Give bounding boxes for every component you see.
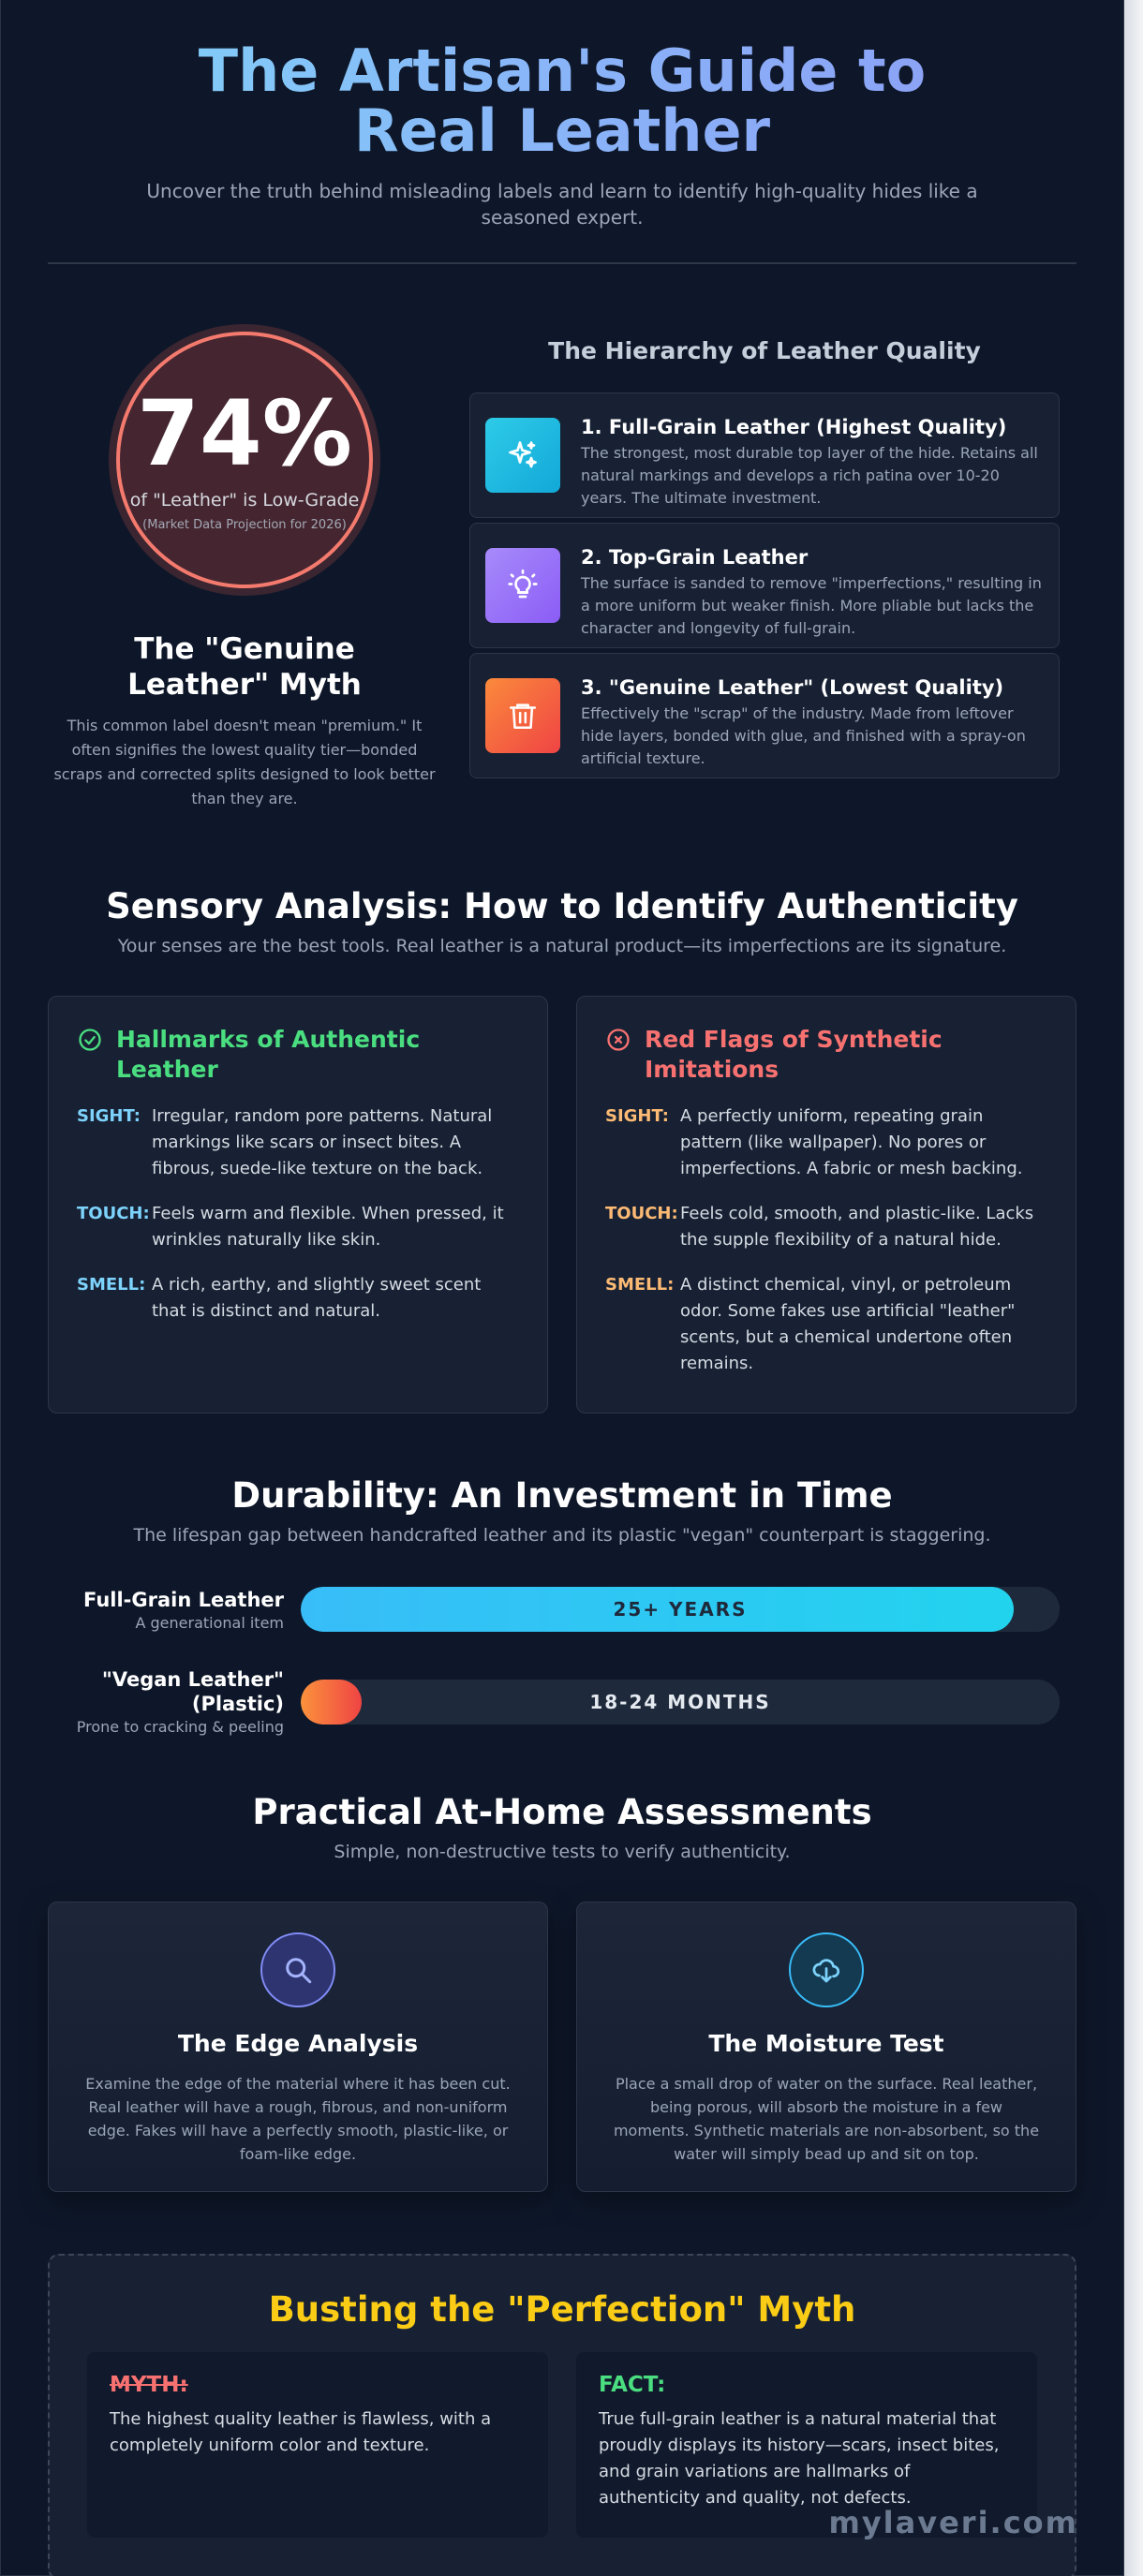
list-item (77, 1272, 519, 1325)
header-divider (48, 262, 1076, 264)
header (48, 0, 1076, 264)
myth-text: This common label doesn't mean "premium." It often signifies the lowest quality tier—bonded scraps and corrected splits designed to look better than they are. (53, 717, 436, 807)
sensory-section (48, 886, 1076, 1414)
sense-value: Irregular, random pore patterns. Natural markings like scars or insect bites. A fibrous, suede-like texture on the back. (152, 1106, 493, 1178)
bar-label (48, 1667, 301, 1736)
durability-subtitle: The lifespan gap between handcrafted leather and its plastic "vegan" counterpart is staggering. (133, 1525, 991, 1546)
stat-note: (Market Data Projection for 2026) (142, 517, 347, 532)
site-watermark: mylaveri.com (828, 2505, 1078, 2540)
authentic-card-header (77, 1025, 519, 1085)
hierarchy-item-name: 1. Full-Grain Leather (Highest Quality) (581, 416, 1007, 438)
assessment-text: Examine the edge of the material where it has been cut. Real leather will have a rough, fibrous, and non-uniform edge. Fakes will have a perfectly smooth, plastic-like, or foam-like edge. (85, 2075, 511, 2163)
stat-value: 74% (137, 380, 352, 486)
hierarchy-item-name: 2. Top-Grain Leather (581, 546, 809, 569)
sensory-title: Sensory Analysis: How to Identify Authenticity (106, 886, 1018, 926)
authentic-title: Hallmarks of Authentic Leather (116, 1026, 421, 1083)
hierarchy-list (469, 392, 1060, 778)
bar-track (301, 1587, 1060, 1632)
hierarchy-item-name: 3. "Genuine Leather" (Lowest Quality) (581, 676, 1004, 699)
hierarchy-title: The Hierarchy of Leather Quality (548, 337, 981, 364)
myth-label: MYTH: (110, 2373, 188, 2397)
durability-section (48, 1475, 1076, 1736)
synthetic-title: Red Flags of Synthetic Imitations (645, 1026, 943, 1083)
bar-label (48, 1588, 301, 1632)
edge-analysis-card (48, 1902, 548, 2192)
hierarchy-item-full-grain (469, 392, 1060, 518)
bar-name: "Vegan Leather" (Plastic) (101, 1668, 284, 1715)
quality-overview (48, 324, 1076, 811)
sense-value: A rich, earthy, and slightly sweet scent that is distinct and natural. (152, 1275, 482, 1321)
trash-icon (485, 678, 560, 753)
bar-value-label: 25+ YEARS (613, 1598, 748, 1621)
stat-ring (109, 324, 380, 596)
sensory-columns (48, 996, 1076, 1414)
assessments-title: Practical At-Home Assessments (252, 1792, 872, 1832)
sense-key: SMELL: (605, 1275, 675, 1295)
stat-ring-inner (116, 332, 373, 588)
myth-title: The "Genuine Leather" Myth (127, 632, 362, 702)
myth-statement: The highest quality leather is flawless, with a completely uniform color and texture. (110, 2409, 492, 2455)
bar-track (301, 1680, 1060, 1725)
durability-bar-full-grain (48, 1587, 1076, 1632)
sense-key: SIGHT: (605, 1106, 669, 1126)
sense-key: SIGHT: (77, 1106, 141, 1126)
hierarchy-item-top-grain (469, 523, 1060, 648)
sense-value: A distinct chemical, vinyl, or petroleum odor. Some fakes use artificial "leather" scents, but a chemical undertone often remains. (680, 1275, 1016, 1373)
sparkles-icon (485, 418, 560, 493)
durability-heading (48, 1475, 1076, 1546)
sense-value: Feels cold, smooth, and plastic-like. Lacks the supple flexibility of a natural hide. (680, 1204, 1034, 1250)
stat-label: of "Leather" is Low-Grade (129, 489, 360, 511)
list-item (77, 1201, 519, 1253)
stat-column (48, 324, 441, 811)
lightbulb-icon (485, 548, 560, 623)
assessments-subtitle: Simple, non-destructive tests to verify authenticity. (334, 1842, 791, 1862)
sense-key: TOUCH: (605, 1204, 678, 1223)
durability-bar-vegan (48, 1667, 1076, 1736)
list-item (77, 1103, 519, 1182)
assessment-text: Place a small drop of water on the surface. Real leather, being porous, will absorb the moisture in a few moments. Synthetic materials are non-absorbent, so the water will simply bead up and sit on top. (613, 2075, 1040, 2163)
bar-value-label: 18-24 MONTHS (589, 1690, 771, 1713)
busting-title: Busting the "Perfection" Myth (268, 2289, 856, 2330)
hierarchy-item-desc: The strongest, most durable top layer of the hide. Retains all natural markings and develops a rich patina over 10-20 years. The ultimate investment. (581, 444, 1038, 507)
x-circle-icon (605, 1027, 631, 1053)
bar-note: A generational item (135, 1613, 284, 1632)
page-title: The Artisan's Guide to Real Leather (48, 41, 1076, 161)
authentic-list (77, 1103, 519, 1325)
hierarchy-item-body (581, 416, 1044, 510)
assessments-section (48, 1792, 1076, 2192)
moisture-test-card (576, 1902, 1076, 2192)
durability-title: Durability: An Investment in Time (231, 1475, 893, 1516)
sense-value: Feels warm and flexible. When pressed, it wrinkles naturally like skin. (152, 1204, 504, 1250)
synthetic-card-header (605, 1025, 1047, 1085)
sense-value: A perfectly uniform, repeating grain pattern (like wallpaper). No pores or imperfections. A fabric or mesh backing. (680, 1106, 1023, 1178)
hierarchy-item-desc: Effectively the "scrap" of the industry. Made from leftover hide layers, bonded with glue, and finished with a spray-on artificial texture. (581, 704, 1026, 767)
durability-bars (48, 1587, 1076, 1736)
magnifier-icon (260, 1932, 335, 2007)
synthetic-list (605, 1103, 1047, 1377)
assessments-columns (48, 1902, 1076, 2192)
authentic-card (48, 996, 548, 1414)
hierarchy-column (469, 324, 1060, 811)
assessment-title: The Moisture Test (708, 2030, 944, 2057)
sense-key: TOUCH: (77, 1204, 150, 1223)
page-subtitle: Uncover the truth behind misleading labels and learn to identify high-quality hides like a seasoned expert. (146, 180, 978, 229)
assessments-heading (48, 1792, 1076, 1862)
hierarchy-item-genuine (469, 653, 1060, 778)
list-item (605, 1103, 1047, 1182)
sensory-subtitle: Your senses are the best tools. Real leather is a natural product—its imperfections are its signature. (117, 936, 1007, 956)
synthetic-card (576, 996, 1076, 1414)
fact-label: FACT: (599, 2373, 666, 2397)
bar-name: Full-Grain Leather (83, 1588, 284, 1611)
sensory-heading (48, 886, 1076, 956)
check-circle-icon (77, 1027, 103, 1053)
hierarchy-item-body (581, 676, 1044, 770)
fact-statement: True full-grain leather is a natural material that proudly displays its history—scars, insect bites, and grain variations are hallmarks of authenticity and quality, not defects. (599, 2409, 1000, 2508)
myth-card (87, 2352, 548, 2538)
bar-note: Prone to cracking & peeling (76, 1718, 284, 1736)
hierarchy-item-desc: The surface is sanded to remove "imperfections," resulting in a more uniform but weaker finish. More pliable but lacks the character and longevity of full-grain. (581, 574, 1042, 637)
assessment-title: The Edge Analysis (177, 2030, 419, 2057)
list-item (605, 1201, 1047, 1253)
hierarchy-item-body (581, 546, 1044, 640)
sense-key: SMELL: (77, 1275, 146, 1295)
page-edge (1124, 0, 1143, 2576)
cloud-download-icon (789, 1932, 864, 2007)
list-item (605, 1272, 1047, 1377)
